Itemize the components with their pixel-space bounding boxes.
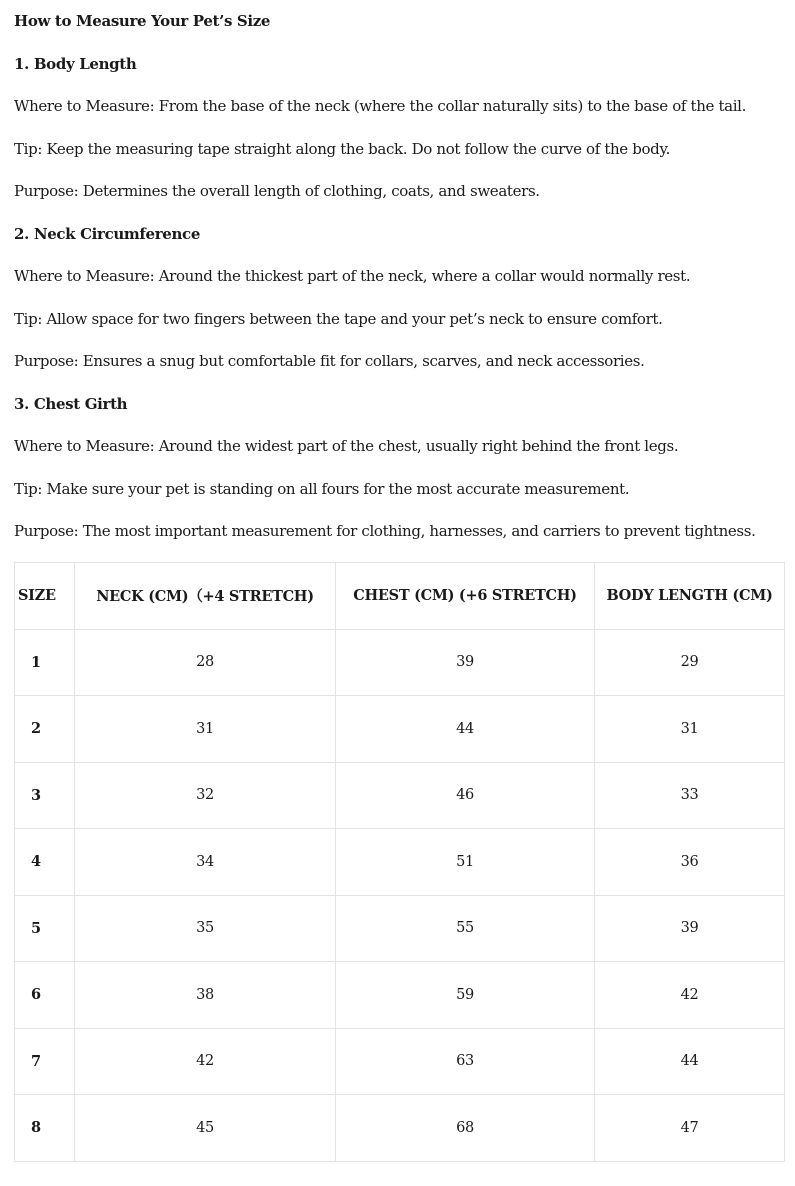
neck-tip: Tip: Allow space for two fingers between the tape and your pet’s neck to ensure comfort.: [14, 310, 663, 328]
cell-body-length: 33: [595, 762, 785, 829]
cell-body-length: 36: [595, 829, 785, 896]
cell-neck: 42: [75, 1028, 336, 1095]
header-chest: CHEST (CM) (+6 STRETCH): [336, 563, 595, 630]
cell-neck: 35: [75, 895, 336, 962]
cell-chest: 68: [336, 1095, 595, 1162]
body-length-where: Where to Measure: From the base of the neck (where the collar naturally sits) to the base of the tail.: [14, 97, 747, 115]
cell-chest: 39: [336, 629, 595, 696]
cell-body-length: 44: [595, 1028, 785, 1095]
cell-size: 1: [15, 629, 75, 696]
page-title: How to Measure Your Pet’s Size: [14, 12, 271, 30]
cell-size: 7: [15, 1028, 75, 1095]
table-row: [15, 962, 785, 1029]
chest-purpose: Purpose: The most important measurement for clothing, harnesses, and carriers to prevent tightness.: [14, 522, 756, 540]
cell-size: 8: [15, 1095, 75, 1162]
cell-body-length: 47: [595, 1095, 785, 1162]
cell-chest: 55: [336, 895, 595, 962]
cell-size: 3: [15, 762, 75, 829]
size-chart-table: [14, 562, 785, 1162]
cell-neck: 38: [75, 962, 336, 1029]
header-neck: NECK (CM)（+4 STRETCH): [75, 563, 336, 630]
neck-purpose: Purpose: Ensures a snug but comfortable fit for collars, scarves, and neck accessories.: [14, 352, 645, 370]
table-row: [15, 629, 785, 696]
cell-size: 5: [15, 895, 75, 962]
table-row: [15, 1028, 785, 1095]
cell-neck: 28: [75, 629, 336, 696]
cell-size: 6: [15, 962, 75, 1029]
neck-where: Where to Measure: Around the thickest part of the neck, where a collar would normally rest.: [14, 267, 691, 285]
section-heading-neck-circumference: 2. Neck Circumference: [14, 225, 201, 243]
cell-size: 2: [15, 696, 75, 763]
section-heading-body-length: 1. Body Length: [14, 55, 137, 73]
cell-body-length: 42: [595, 962, 785, 1029]
body-length-tip: Tip: Keep the measuring tape straight along the back. Do not follow the curve of the body.: [14, 140, 670, 158]
cell-body-length: 29: [595, 629, 785, 696]
header-body-length: BODY LENGTH (CM): [595, 563, 785, 630]
cell-neck: 34: [75, 829, 336, 896]
header-size: SIZE: [15, 563, 75, 630]
cell-chest: 46: [336, 762, 595, 829]
cell-size: 4: [15, 829, 75, 896]
table-row: [15, 829, 785, 896]
cell-neck: 32: [75, 762, 336, 829]
body-length-purpose: Purpose: Determines the overall length of clothing, coats, and sweaters.: [14, 182, 540, 200]
cell-chest: 59: [336, 962, 595, 1029]
chest-where: Where to Measure: Around the widest part of the chest, usually right behind the front legs.: [14, 437, 679, 455]
cell-chest: 51: [336, 829, 595, 896]
table-header-row: [15, 563, 785, 630]
section-heading-chest-girth: 3. Chest Girth: [14, 395, 128, 413]
chest-tip: Tip: Make sure your pet is standing on all fours for the most accurate measurement.: [14, 480, 630, 498]
cell-chest: 44: [336, 696, 595, 763]
cell-body-length: 39: [595, 895, 785, 962]
table-row: [15, 895, 785, 962]
cell-body-length: 31: [595, 696, 785, 763]
table-row: [15, 1095, 785, 1162]
table-row: [15, 696, 785, 763]
cell-neck: 45: [75, 1095, 336, 1162]
cell-neck: 31: [75, 696, 336, 763]
cell-chest: 63: [336, 1028, 595, 1095]
table-row: [15, 762, 785, 829]
